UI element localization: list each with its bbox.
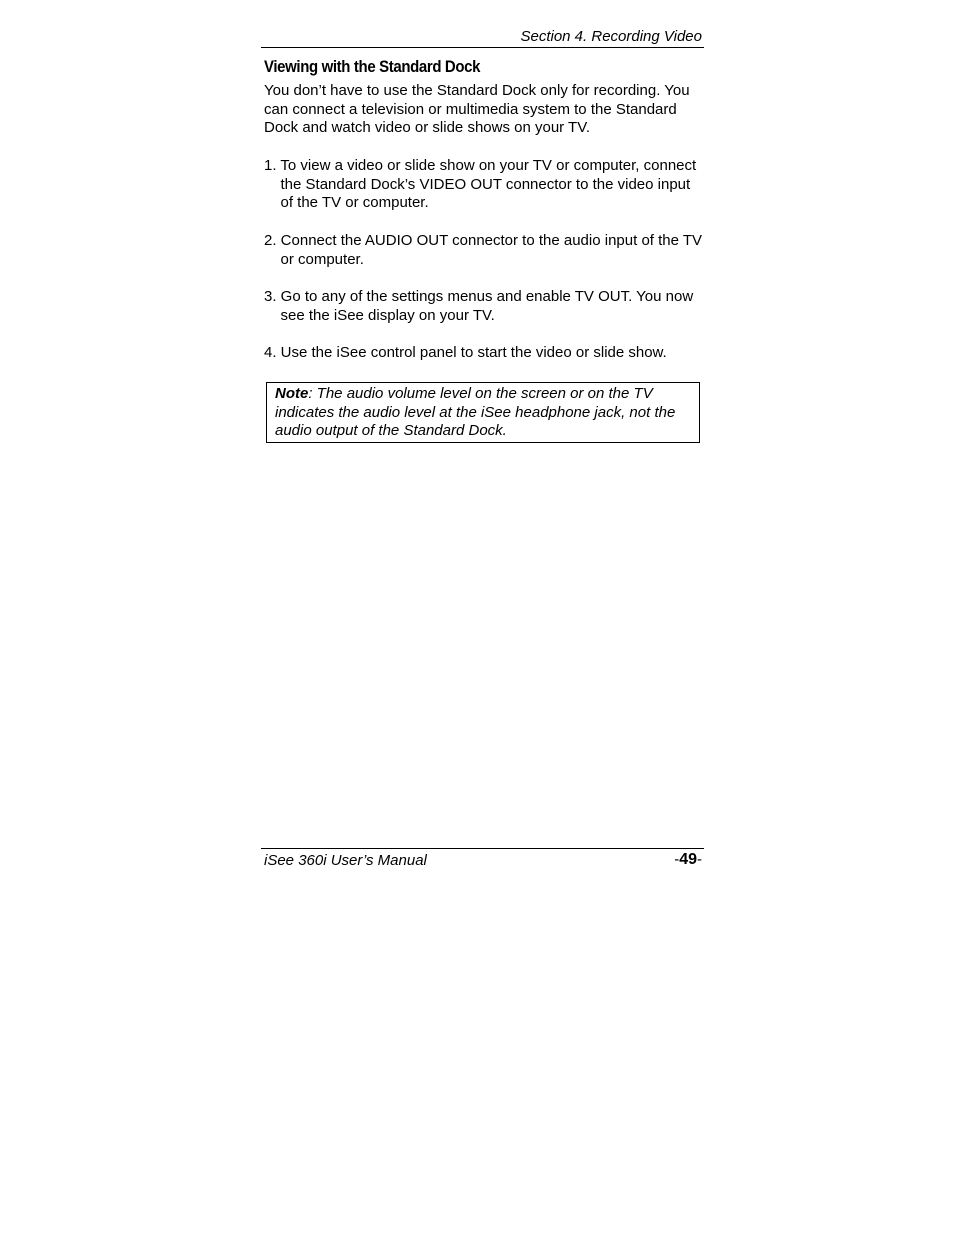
page-number-prefix: - <box>674 851 680 868</box>
step-4: 4. Use the iSee control panel to start the video or slide show. <box>264 344 667 361</box>
page-number-suffix: - <box>697 851 702 868</box>
page-number <box>674 851 702 869</box>
footer-rule <box>261 848 704 849</box>
footer-manual-title: iSee 360i User’s Manual <box>264 852 427 869</box>
running-header: Section 4. Recording Video <box>520 28 702 45</box>
page-number-value: 49 <box>679 851 697 868</box>
step-2: 2. Connect the AUDIO OUT connector to the audio input of the TV or computer. <box>264 232 703 268</box>
note-text: : The audio volume level on the screen or on the TV indicates the audio level at the iSee headphone jack, not the audio output of the Standard Dock. <box>275 385 676 440</box>
step-1: 1. To view a video or slide show on your TV or computer, connect the Standard Dock’s VIDEO OUT connector to the video input of the TV or computer. <box>264 157 697 212</box>
note-box <box>266 382 700 443</box>
section-heading: Viewing with the Standard Dock <box>264 57 481 76</box>
step-3: 3. Go to any of the settings menus and enable TV OUT. You now see the iSee display on your TV. <box>264 288 694 324</box>
header-rule <box>261 47 704 48</box>
intro-paragraph: You don’t have to use the Standard Dock only for recording. You can connect a television or multimedia system to the Standard Dock and watch video or slide shows on your TV. <box>264 82 690 137</box>
note-label: Note <box>275 385 309 402</box>
